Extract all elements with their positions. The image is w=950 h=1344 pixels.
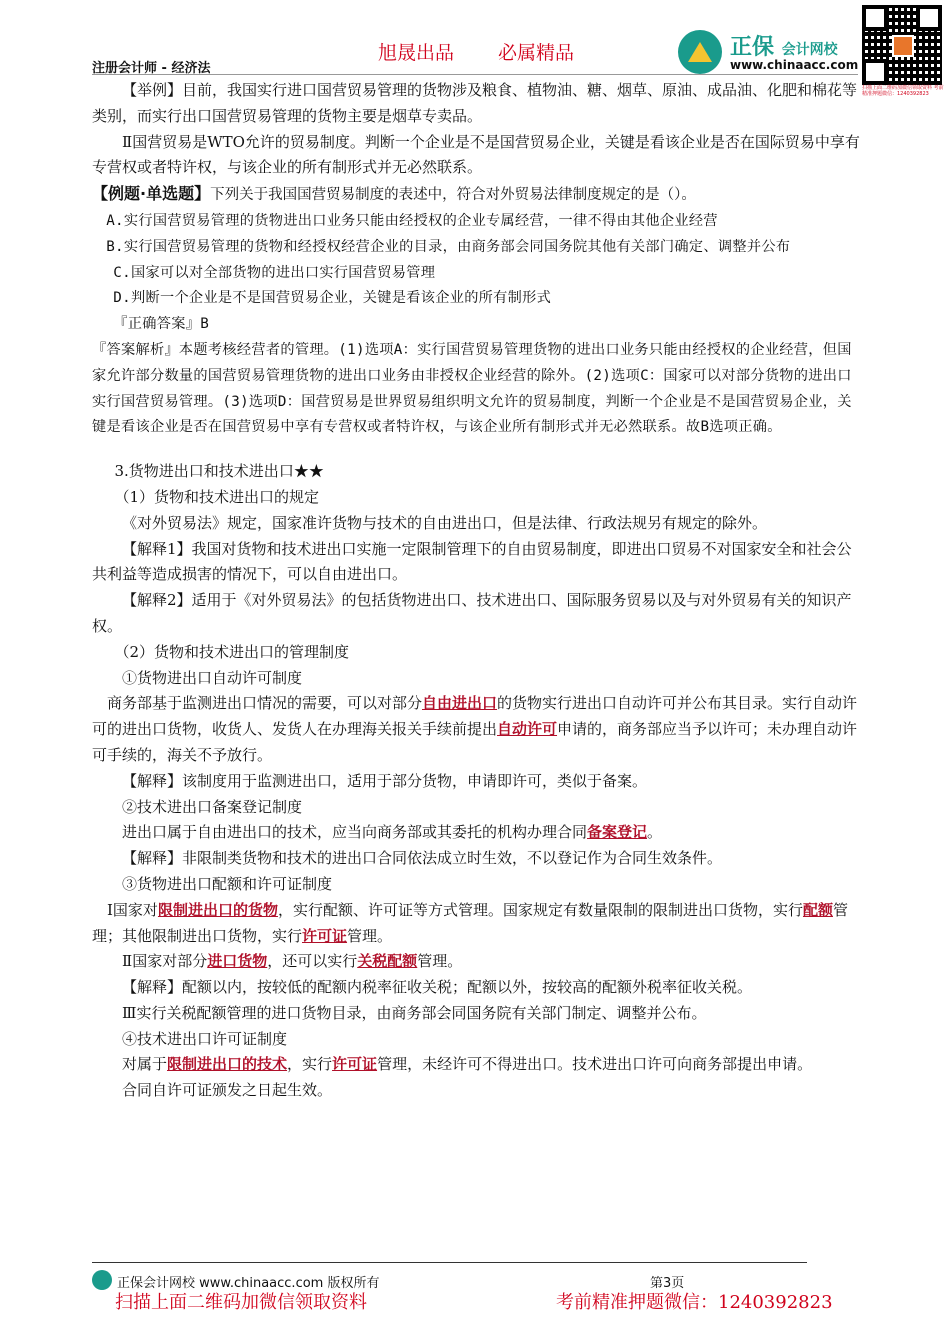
qr-code (862, 5, 942, 85)
explanation: 【解释】非限制类货物和技术的进出口合同依法成立时生效，不以登记作为合同生效条件。 (122, 849, 723, 868)
highlight-term: 限制进出口的技术 (167, 1055, 288, 1074)
section-heading: 3.货物进出口和技术进出口★★ (114, 462, 324, 481)
page-number: 第3页 (650, 1276, 685, 1291)
option-d: D.判断一个企业是不是国营贸易企业，关键是看该企业的所有制形式 (113, 290, 552, 307)
brand-right: 必属精品 (498, 42, 575, 64)
footer-promo-right: 考前精准押题微信：1240392823 (556, 1292, 833, 1313)
paragraph: Ⅱ国家对部分进口货物，还可以实行关税配额管理。 (122, 952, 463, 971)
paragraph: 《对外贸易法》规定，国家准许货物与技术的自由进出口，但是法律、行政法规另有规定的除外。 (122, 513, 768, 532)
explanation-2: 【解释2】适用于《对外贸易法》的包括货物进出口、技术进出口、国际服务贸易以及与对外贸易有关的知识产权。 (92, 591, 852, 635)
footer-logo-icon (92, 1270, 112, 1290)
item-heading: ②技术进出口备案登记制度 (122, 797, 303, 816)
page-content (92, 78, 860, 1104)
highlight-term: 自动许可 (497, 720, 558, 739)
paragraph: Ⅱ国营贸易是WTO允许的贸易制度。判断一个企业是不是国营贸易企业，关键是看该企业是否在国际贸易中享有专营权或者特许权，与该企业的所有制形式并无必然联系。 (92, 132, 860, 177)
logo-suffix: 会计网校 (781, 42, 838, 58)
explanation: 【解释】该制度用于监测进出口，适用于部分货物，申请即许可，类似于备案。 (122, 771, 648, 790)
correct-answer: 『正确答案』B (113, 316, 210, 333)
brand-left: 旭晟出品 (378, 42, 455, 64)
exercise-question: 下列关于我国国营贸易制度的表述中，符合对外贸易法律制度规定的是（）。 (210, 187, 696, 204)
exercise-heading (92, 181, 860, 209)
paragraph: 合同自许可证颁发之日起生效。 (122, 1081, 333, 1100)
highlight-term: 配额 (802, 900, 833, 919)
exercise-tag: 【例题·单选题】 (92, 184, 211, 204)
highlight-term: 许可证 (302, 926, 348, 945)
paragraph: Ⅲ实行关税配额管理的进口货物目录，由商务部会同国务院有关部门制定、调整并公布。 (122, 1003, 707, 1022)
highlight-term: 关税配额 (357, 952, 418, 971)
logo (678, 28, 858, 78)
subsection-heading: （2）货物和技术进出口的管理制度 (114, 642, 350, 661)
option-a: A.实行国营贸易管理的货物进出口业务只能由经授权的企业专属经营，一律不得由其他企业经营 (106, 212, 718, 229)
highlight-term: 备案登记 (587, 823, 648, 842)
footer-promo-left: 扫描上面二维码加微信领取资料 (115, 1292, 367, 1313)
paragraph: 进出口属于自由进出口的技术，应当向商务部或其委托的机构办理合同备案登记。 (122, 823, 663, 842)
highlight-term: 许可证 (332, 1055, 378, 1074)
qr-caption: 扫描上面二维码加微信领取资料 考前精准押题微信：1240392823 (862, 85, 944, 97)
answer-explanation: 『答案解析』本题考核经营者的管理。(1)选项A：实行国营贸易管理货物的进出口业务只能由经授权的企业经营，但国家允许部分数量的国营贸易管理货物的进出口业务由非授权企业经营的除外。(2)选项C：国家可以对部分货物的进出口实行国营贸易管理。(3)选项D：国营贸易是世界贸易组织明文允许的贸易制度，判断一个企业是不是国营贸易企业，关键是看该企业是否在国营贸易中享有专营权或者特许权，与该企业所有制形式并无必然联系。故B选项正确。 (92, 341, 852, 436)
paragraph: 商务部基于监测进出口情况的需要，可以对部分自由进出口的货物实行进出口自动许可并公布其目录。实行自动许可的进出口货物，收货人、发货人在办理海关报关手续前提出自动许可申请的，商务部应当予以许可；未办理自动许可手续的，海关不予放行。 (92, 694, 858, 764)
item-heading: ①货物进出口自动许可制度 (122, 668, 303, 687)
paragraph: Ⅰ国家对限制进出口的货物，实行配额、许可证等方式管理。国家规定有数量限制的限制进出口货物，实行配额管理；其他限制进出口货物，实行许可证管理。 (92, 900, 848, 945)
logo-icon (678, 30, 722, 74)
footer-divider (92, 1262, 807, 1263)
explanation: 【解释】配额以内，按较低的配额内税率征收关税；配额以外，按较高的配额外税率征收关税。 (122, 978, 753, 997)
highlight-term: 进口货物 (207, 952, 268, 971)
explanation-1: 【解释1】我国对货物和技术进出口实施一定限制管理下的自由贸易制度，即进出口贸易不对国家安全和社会公共利益等造成损害的情况下，可以自由进出口。 (92, 539, 852, 584)
header-divider (92, 74, 858, 75)
paragraph: 【举例】目前，我国实行进口国营贸易管理的货物涉及粮食、植物油、糖、烟草、原油、成品油、化肥和棉花等类别，而实行出口国营贸易管理的货物主要是烟草专卖品。 (92, 81, 858, 125)
qr-center-icon (892, 35, 914, 57)
option-c: C.国家可以对全部货物的进出口实行国营贸易管理 (113, 264, 436, 281)
item-heading: ③货物进出口配额和许可证制度 (122, 874, 333, 893)
footer-copyright: 正保会计网校 www.chinaacc.com 版权所有 (117, 1276, 380, 1291)
option-b: B.实行国营贸易管理的货物和经授权经营企业的目录，由商务部会同国务院其他有关部门确定、调整并公布 (106, 238, 791, 255)
logo-text (730, 30, 838, 61)
subsection-heading: （1）货物和技术进出口的规定 (114, 487, 320, 506)
subject-title: 注册会计师 - 经济法 (92, 61, 211, 76)
logo-name: 正保 (730, 35, 775, 60)
paragraph: 对属于限制进出口的技术，实行许可证管理，未经许可不得进出口。技术进出口许可向商务部提出申请。 (122, 1055, 813, 1074)
logo-url: www.chinaacc.com (730, 58, 859, 72)
highlight-term: 限制进出口的货物 (157, 900, 278, 919)
item-heading: ④技术进出口许可证制度 (122, 1029, 288, 1048)
highlight-term: 自由进出口 (422, 694, 498, 713)
